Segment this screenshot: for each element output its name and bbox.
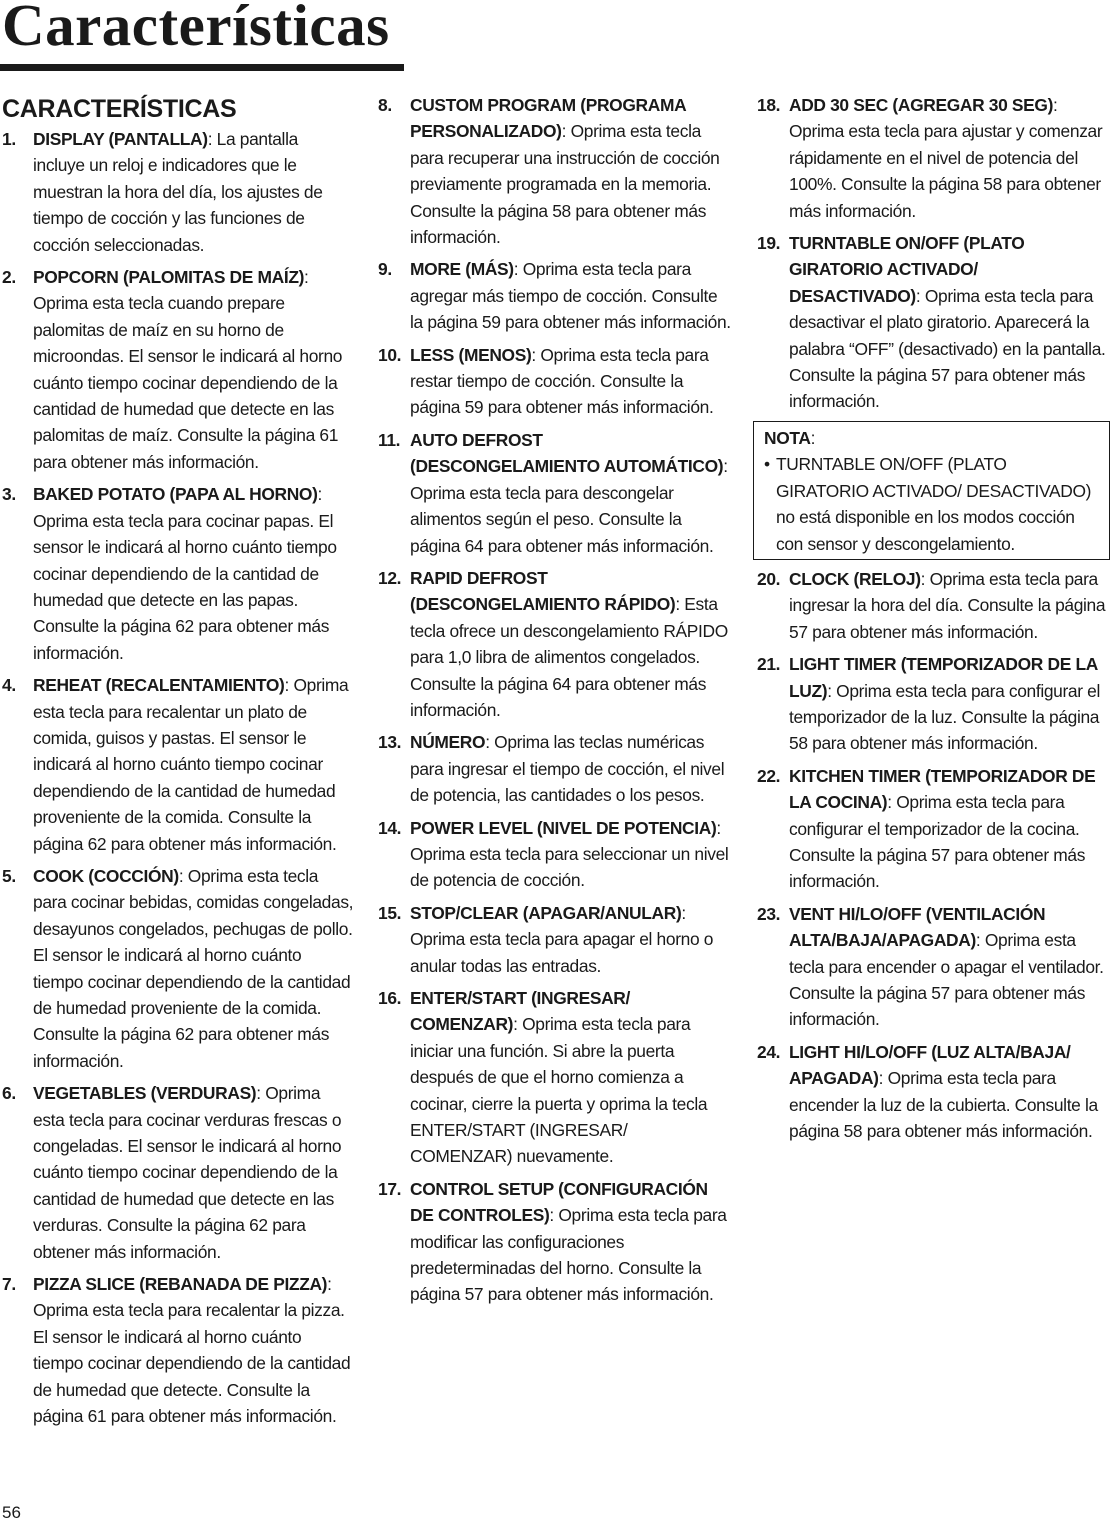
item-key-name: CLOCK (RELOJ) [789, 568, 921, 589]
item-description: : Oprima esta tecla para descongelar alimentos según el peso. Consulte la página 64 para obtener más información. [410, 456, 728, 556]
item-number: 2. [2, 267, 16, 288]
item-key-name: VENT HI/LO/OFF (VENTILACIÓN ALTA/BAJA/APAGADA) [789, 903, 1046, 951]
feature-item [757, 566, 1110, 645]
item-number: 1. [2, 129, 16, 149]
item-key-name: ADD 30 SEC (AGREGAR 30 SEG) [789, 95, 1054, 115]
item-number: 21. [757, 654, 781, 675]
item-number: 4. [2, 675, 16, 696]
item-description: : Oprima esta tecla para configurar el temporizador de la luz. Consulte la página 58 para obtener más información. [789, 680, 1101, 754]
item-description: : Oprima esta tecla para ajustar y comenzar rápidamente en el nivel de potencia del 100%. Consulte la página 58 para obtener más información. [789, 95, 1103, 221]
feature-item [757, 763, 1110, 895]
feature-item [378, 256, 733, 335]
feature-list [378, 92, 733, 1308]
item-number: 7. [2, 1274, 16, 1295]
feature-item [757, 230, 1110, 415]
feature-item [757, 901, 1110, 1033]
feature-item [2, 126, 354, 258]
feature-item [2, 672, 354, 857]
feature-item [378, 1176, 733, 1308]
item-description: : Oprima esta tecla para apagar el horno o anular todas las entradas. [410, 902, 714, 976]
item-key-name: NÚMERO [410, 732, 486, 753]
feature-item [378, 900, 733, 979]
item-number: 11. [378, 429, 401, 450]
feature-item [378, 565, 733, 723]
item-key-name: COOK (COCCIÓN) [33, 865, 179, 886]
item-description: : Oprima las teclas numéricas para ingresar el tiempo de cocción, el nivel de potencia, las cantidades o los pesos. [410, 732, 725, 806]
item-key-name: POWER LEVEL (NIVEL DE POTENCIA) [410, 817, 717, 838]
item-key-name: STOP/CLEAR (APAGAR/ANULAR) [410, 902, 682, 923]
item-number: 17. [378, 1178, 402, 1199]
item-key-name: KITCHEN TIMER (TEMPORIZADOR DE LA COCINA) [789, 765, 1096, 813]
item-description: : Oprima esta tecla para desactivar el plato giratorio. Aparecerá la palabra “OFF” (desactivado) en la pantalla. Consulte la página 57 para obtener más información. [789, 285, 1106, 412]
feature-list [757, 566, 1110, 1145]
item-key-name: BAKED POTATO (PAPA AL HORNO) [33, 484, 318, 505]
feature-item [2, 481, 354, 666]
item-number: 20. [757, 568, 781, 589]
bullet-icon: • [764, 454, 770, 475]
item-number: 3. [2, 484, 16, 505]
feature-item [378, 815, 733, 894]
item-key-name: TURNTABLE ON/OFF (PLATO GIRATORIO ACTIVADO/ DESACTIVADO) [789, 233, 1025, 306]
note-text: • TURNTABLE ON/OFF (PLATO GIRATORIO ACTIVADO/ DESACTIVADO) no está disponible en los modos cocción con sensor y descongelamiento. [764, 451, 1103, 557]
item-number: 8. [378, 95, 392, 115]
item-key-name: CUSTOM PROGRAM (PROGRAMA PERSONALIZADO) [410, 95, 686, 142]
feature-item [757, 1039, 1110, 1145]
item-description: : Oprima esta tecla para recalentar la pizza. El sensor le indicará al horno cuánto tiempo cocinar dependiendo de la cantidad de humedad que detecte. Consulte la página 61 para obtener más información. [33, 1274, 351, 1427]
note-label: NOTA: [764, 427, 816, 448]
item-key-name: POPCORN (PALOMITAS DE MAÍZ) [33, 267, 305, 288]
feature-item [378, 342, 733, 421]
column-middle [378, 92, 733, 1314]
item-description: : Oprima esta tecla para cocinar bebidas, comidas congeladas, desayunos congelados, pechugas de pollo. El sensor le indicará al horno cuánto tiempo cocinar dependiendo de la cantidad de humedad proveniente de la comida. Consulte la página 62 para obtener más información. [33, 865, 354, 1071]
item-number: 14. [378, 817, 402, 838]
page-title: Características [2, 0, 390, 58]
page-number: 56 [2, 1503, 21, 1522]
feature-item [2, 863, 354, 1074]
item-key-name: MORE (MÁS) [410, 259, 514, 280]
item-number: 9. [378, 259, 392, 280]
item-number: 16. [378, 988, 402, 1008]
item-number: 22. [757, 765, 781, 786]
item-description: : Oprima esta tecla para encender la luz de la cubierta. Consulte la página 58 para obtener más información. [789, 1068, 1098, 1142]
title-rule [0, 64, 404, 71]
item-key-name: AUTO DEFROST (DESCONGELAMIENTO AUTOMÁTICO) [410, 429, 724, 477]
item-description: : Oprima esta tecla para iniciar una función. Si abre la puerta después de que el horno comienza a cocinar, cierre la puerta y oprima la tecla ENTER/START (INGRESAR/ COMENZAR) nuevamente. [410, 1014, 708, 1167]
item-description: : Oprima esta tecla para restar tiempo de cocción. Consulte la página 59 para obtener más información. [410, 344, 714, 418]
feature-item [2, 1080, 354, 1265]
item-number: 12. [378, 567, 402, 588]
item-description: : Oprima esta tecla para recalentar un plato de comida, guisos y pastas. El sensor le indicará al horno cuánto tiempo cocinar dependiendo de la cantidad de humedad proveniente de la comida. Consulte la página 62 para obtener más información. [33, 675, 349, 854]
feature-item [378, 92, 733, 250]
feature-item [2, 264, 354, 475]
item-number: 24. [757, 1041, 781, 1062]
item-number: 23. [757, 903, 781, 924]
item-description: : Oprima esta tecla cuando prepare palomitas de maíz en su horno de microondas. El sensor le indicará al horno cuánto tiempo cocinar dependiendo de la cantidad de humedad que detecte en las palomitas de maíz. Consulte la página 61 para obtener más información. [33, 267, 343, 472]
item-description: : Oprima esta tecla para cocinar verduras frescas o congeladas. El sensor le indicará al horno cuánto tiempo cocinar dependiendo de la cantidad de humedad que detecte en las verduras. Consulte la página 62 para obtener más información. [33, 1083, 342, 1262]
item-number: 5. [2, 865, 16, 886]
item-key-name: LIGHT HI/LO/OFF (LUZ ALTA/BAJA/ APAGADA) [789, 1041, 1071, 1089]
feature-item [757, 651, 1110, 757]
item-description: : Esta tecla ofrece un descongelamiento RÁPIDO para 1,0 libra de alimentos congelados. Consulte la página 64 para obtener más información. [410, 594, 728, 720]
item-description: : Oprima esta tecla para modificar las configuraciones predeterminadas del horno. Consulte la página 57 para obtener más información. [410, 1205, 727, 1305]
item-description: : La pantalla incluye un reloj e indicadores que le muestran la hora del día, los ajustes de tiempo de cocción y las funciones de cocción seleccionadas. [33, 129, 323, 255]
item-number: 15. [378, 902, 402, 923]
feature-item [378, 427, 733, 559]
item-number: 10. [378, 344, 402, 365]
item-number: 18. [757, 95, 781, 115]
column-left [2, 92, 354, 1436]
section-heading: CARACTERÍSTICAS [2, 95, 237, 123]
feature-item [2, 1271, 354, 1429]
item-key-name: PIZZA SLICE (REBANADA DE PIZZA) [33, 1274, 328, 1295]
item-key-name: CONTROL SETUP (CONFIGURACIÓN DE CONTROLES) [410, 1178, 708, 1226]
column-right [757, 92, 1110, 1150]
item-key-name: LESS (MENOS) [410, 344, 532, 365]
item-key-name: VEGETABLES (VERDURAS) [33, 1083, 257, 1104]
item-description: : Oprima esta tecla para seleccionar un nivel de potencia de cocción. [410, 817, 729, 891]
feature-item [757, 92, 1110, 224]
item-key-name: ENTER/START (INGRESAR/ COMENZAR) [410, 988, 630, 1035]
item-key-name: LIGHT TIMER (TEMPORIZADOR DE LA LUZ) [789, 654, 1098, 701]
feature-item [378, 985, 733, 1170]
item-key-name: RAPID DEFROST (DESCONGELAMIENTO RÁPIDO) [410, 567, 676, 615]
item-description: : Oprima esta tecla para ingresar la hora del día. Consulte la página 57 para obtener más información. [789, 568, 1106, 642]
item-description: : Oprima esta tecla para agregar más tiempo de cocción. Consulte la página 59 para obtener más información. [410, 259, 731, 333]
item-description: : Oprima esta tecla para encender o apagar el ventilador. Consulte la página 57 para obtener más información. [789, 930, 1104, 1030]
feature-item [378, 729, 733, 808]
feature-list [757, 92, 1110, 415]
item-description: : Oprima esta tecla para configurar el temporizador de la cocina. Consulte la página 57 para obtener más información. [789, 792, 1086, 892]
item-number: 13. [378, 732, 402, 753]
item-description: : Oprima esta tecla para recuperar una instrucción de cocción previamente programada en la memoria. Consulte la página 58 para obtener más información. [410, 121, 720, 248]
item-number: 19. [757, 233, 781, 254]
feature-list [2, 126, 354, 1430]
item-key-name: REHEAT (RECALENTAMIENTO) [33, 675, 285, 696]
item-key-name: DISPLAY (PANTALLA) [33, 129, 208, 149]
item-number: 6. [2, 1083, 16, 1104]
note-box [753, 421, 1110, 560]
item-description: : Oprima esta tecla para cocinar papas. El sensor le indicará al horno cuánto tiempo cocinar dependiendo de la cantidad de humedad que detecte en las papas. Consulte la página 62 para obtener más información. [33, 484, 337, 663]
